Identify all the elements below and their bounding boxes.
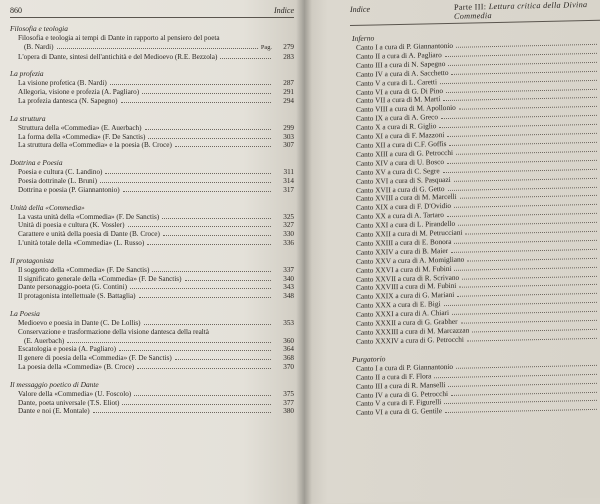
leader-dots bbox=[445, 409, 597, 413]
toc-entry bbox=[10, 390, 294, 399]
leader-dots bbox=[93, 412, 271, 413]
right-page bbox=[304, 0, 600, 504]
part-label: Parte III: bbox=[454, 2, 487, 12]
entry-title: Canto V a cura di F. Figurelli bbox=[356, 397, 442, 409]
toc-entry bbox=[10, 399, 294, 408]
entry-title: (E. Auerbach) bbox=[24, 336, 65, 345]
entry-title: Canto XXXII a cura di G. Grabher bbox=[356, 316, 458, 329]
right-header bbox=[350, 0, 600, 26]
toc-entry bbox=[10, 43, 294, 53]
leader-dots bbox=[175, 146, 271, 147]
running-head: Indice bbox=[274, 6, 294, 15]
entry-title: Canto VIII a cura di M. Apollonio bbox=[356, 103, 456, 115]
toc-entry bbox=[10, 230, 294, 239]
toc-entry bbox=[10, 292, 294, 301]
toc-entry bbox=[10, 407, 294, 416]
toc-entry bbox=[10, 168, 294, 177]
entry-title: Canto VII a cura di M. Marti bbox=[356, 94, 441, 106]
entry-title: Dante personaggio-poeta (G. Contini) bbox=[18, 283, 127, 292]
leader-dots bbox=[465, 231, 597, 235]
entry-title: Canto II a cura di F. Flora bbox=[356, 371, 432, 382]
entry-title: Allegoria, visione e profezia (A. Pagliaro) bbox=[18, 88, 140, 97]
entry-title: Canto I a cura di P. Giannantonio bbox=[356, 361, 454, 373]
toc-entry bbox=[10, 97, 294, 106]
section-title: La profezia bbox=[10, 69, 44, 79]
entry-title: Canto IV a cura di A. Sacchetto bbox=[356, 67, 449, 79]
entry-page: 343 bbox=[283, 283, 294, 292]
leader-dots bbox=[458, 222, 597, 226]
leader-dots bbox=[162, 218, 271, 219]
entry-title: Dante e noi (E. Montale) bbox=[18, 407, 90, 416]
left-header bbox=[10, 6, 294, 18]
right-toc bbox=[350, 29, 600, 418]
toc-entry bbox=[10, 133, 294, 142]
entry-page: 283 bbox=[283, 52, 294, 61]
entry-page: 279 bbox=[283, 42, 294, 51]
leader-dots bbox=[139, 297, 271, 298]
leader-dots bbox=[57, 48, 258, 49]
toc-entry bbox=[10, 34, 294, 43]
leader-dots bbox=[145, 129, 271, 130]
entry-title: Canto XXV a cura di A. Momigliano bbox=[356, 254, 465, 266]
leader-dots bbox=[148, 138, 271, 139]
entry-page: 380 bbox=[283, 407, 294, 416]
page-label: Pag. bbox=[260, 43, 272, 51]
leader-dots bbox=[67, 342, 271, 343]
entry-title: Canto XXVI a cura di M. Fubini bbox=[356, 263, 452, 275]
leader-dots bbox=[163, 235, 271, 236]
section-title: La struttura bbox=[10, 113, 46, 123]
entry-title: Canto VI a cura di G. Di Pino bbox=[356, 85, 444, 97]
entry-title: Canto XIII a cura di G. Petrocchi bbox=[356, 147, 454, 159]
leader-dots bbox=[144, 324, 271, 325]
running-head: Indice bbox=[350, 4, 370, 15]
entry-title: La forma della «Commedia» (F. De Sanctis) bbox=[18, 132, 146, 141]
entry-title: La visione profetica (B. Nardi) bbox=[18, 79, 107, 88]
entry-title: Canto V a cura di L. Caretti bbox=[356, 76, 437, 88]
leader-dots bbox=[128, 226, 271, 227]
entry-page: 340 bbox=[283, 274, 294, 283]
entry-title: Poesia dottrinale (L. Bruni) bbox=[18, 176, 98, 185]
entry-title: (B. Nardi) bbox=[24, 42, 54, 51]
page-number: 860 bbox=[10, 6, 22, 15]
entry-page: 348 bbox=[283, 292, 294, 301]
entry-page: 360 bbox=[283, 336, 294, 345]
leader-dots bbox=[134, 395, 271, 396]
toc-entry bbox=[10, 275, 294, 284]
entry-page: 314 bbox=[283, 176, 294, 185]
entry-title: Il soggetto della «Commedia» (F. De Sanctis) bbox=[18, 265, 150, 274]
toc-entry bbox=[10, 177, 294, 186]
section-title: Unità della «Commedia» bbox=[10, 202, 85, 212]
entry-title: Canto XIX a cura di F. D'Ovidio bbox=[356, 201, 451, 213]
entry-title: L'opera di Dante, sintesi dell'antichità e del Medioevo (R.E. Bezzola) bbox=[18, 52, 218, 61]
toc-entry bbox=[10, 221, 294, 230]
leader-dots bbox=[123, 191, 271, 192]
entry-title: Poesia e cultura (C. Landino) bbox=[18, 168, 103, 177]
entry-title: La struttura della «Commedia» e la poesia (B. Croce) bbox=[18, 141, 172, 150]
leader-dots bbox=[147, 244, 271, 245]
entry-title: Unità di poesia e cultura (K. Vossler) bbox=[18, 221, 125, 230]
entry-page: 375 bbox=[283, 389, 294, 398]
entry-title: La vasta unità della «Commedia» (F. De Sanctis) bbox=[18, 212, 160, 221]
entry-title: Filosofia e teologia ai tempi di Dante in rapporto al pensiero del poeta bbox=[18, 34, 220, 42]
toc-entry bbox=[10, 354, 294, 363]
entry-page: 299 bbox=[283, 123, 294, 132]
section-title: La Poesia bbox=[10, 308, 40, 318]
leader-dots bbox=[467, 338, 597, 342]
section-title: Filosofia e teologia bbox=[10, 24, 68, 33]
entry-page: 370 bbox=[283, 362, 294, 371]
entry-title: Canto XII a cura di C.F. Goffis bbox=[356, 138, 447, 150]
entry-title: Medioevo e poesia in Dante (C. De Lollis) bbox=[18, 318, 141, 327]
entry-title: La profezia dantesca (N. Sapegno) bbox=[18, 96, 118, 105]
entry-page: 377 bbox=[283, 398, 294, 407]
entry-title: Canto XI a cura di F. Mazzoni bbox=[356, 130, 445, 141]
leader-dots bbox=[459, 284, 597, 288]
leader-dots bbox=[110, 84, 271, 85]
section-title: Dottrina e Poesia bbox=[10, 158, 63, 168]
leader-dots bbox=[137, 368, 271, 369]
leader-dots bbox=[459, 106, 597, 110]
entry-title: Canto XXXIII a cura di M. Marcazzan bbox=[356, 325, 470, 337]
entry-title: Struttura della «Commedia» (E. Auerbach) bbox=[18, 123, 142, 132]
entry-title: Canto XVIII a cura di M. Marcelli bbox=[356, 192, 457, 204]
entry-page: 317 bbox=[283, 185, 294, 194]
leader-dots bbox=[121, 102, 271, 103]
entry-title: Canto XXVIII a cura di M. Fubini bbox=[356, 281, 457, 293]
entry-page: 307 bbox=[283, 141, 294, 150]
leader-dots bbox=[472, 329, 597, 333]
entry-title: Canto XXXI a cura di A. Chiari bbox=[356, 308, 450, 320]
toc-entry bbox=[10, 213, 294, 222]
entry-title: Canto XXXIV a cura di G. Petrocchi bbox=[356, 334, 464, 346]
toc-entry bbox=[10, 283, 294, 292]
entry-title: Canto IX a cura di A. Greco bbox=[356, 112, 439, 124]
toc-entry bbox=[10, 363, 294, 372]
entry-title: Il genere di poesia della «Commedia» (F. De Sanctis) bbox=[18, 354, 172, 363]
entry-title: Il protagonista intellettuale (S. Battaglia) bbox=[18, 292, 136, 301]
left-toc bbox=[10, 24, 294, 416]
entry-title: Il significato generale della «Commedia» (F. De Sanctis) bbox=[18, 274, 182, 283]
entry-page: 364 bbox=[283, 345, 294, 354]
entry-title: La poesia della «Commedia» (B. Croce) bbox=[18, 362, 135, 371]
part-title bbox=[448, 0, 592, 21]
entry-title: Canto III a cura di R. Manselli bbox=[356, 379, 446, 391]
leader-dots bbox=[461, 320, 597, 324]
toc-entry bbox=[10, 266, 294, 275]
entry-page: 311 bbox=[283, 168, 294, 177]
entry-page: 368 bbox=[283, 354, 294, 363]
entry-title: Dante, poeta universale (T.S. Eliot) bbox=[18, 398, 120, 407]
leader-dots bbox=[119, 350, 271, 351]
entry-title: Conservazione e trasformazione della visione dantesca della realtà bbox=[18, 327, 209, 336]
entry-page: 337 bbox=[283, 265, 294, 274]
entry-title: Canto XV a cura di C. Segre bbox=[356, 165, 440, 177]
leader-dots bbox=[462, 275, 597, 279]
entry-title: Canto VI a cura di G. Gentile bbox=[356, 406, 442, 418]
toc-entry bbox=[10, 337, 294, 346]
entry-title: Canto XX a cura di A. Tartaro bbox=[356, 210, 444, 222]
entry-title: Canto XXIV a cura di B. Maier bbox=[356, 245, 449, 257]
entry-title: Canto XXI a cura di L. Pirandello bbox=[356, 218, 456, 231]
entry-title: Canto XXX a cura di E. Bigi bbox=[356, 299, 441, 311]
section-title: Purgatorio bbox=[352, 354, 386, 364]
entry-title: Canto II a cura di A. Pagliaro bbox=[356, 50, 442, 61]
entry-title: Canto XVI a cura di S. Pasquazi bbox=[356, 174, 451, 186]
leader-dots bbox=[142, 93, 271, 94]
toc-entry bbox=[10, 141, 294, 150]
entry-title: Canto XIV a cura di U. Bosco bbox=[356, 156, 445, 168]
leader-dots bbox=[175, 359, 271, 360]
leader-dots bbox=[100, 182, 271, 183]
entry-title: Escatologia e poesia (A. Pagliaro) bbox=[18, 345, 116, 354]
entry-title: Carattere e unità della poesia di Dante (B. Croce) bbox=[18, 230, 160, 239]
leader-dots bbox=[152, 271, 271, 272]
entry-title: Canto III a cura di N. Sapegno bbox=[356, 58, 446, 70]
entry-title: Canto XXIX a cura di G. Mariani bbox=[356, 290, 455, 302]
entry-page: 336 bbox=[283, 238, 294, 247]
entry-title: Canto X a cura di R. Giglio bbox=[356, 121, 437, 133]
leader-dots bbox=[130, 288, 271, 289]
entry-title: Canto XXII a cura di M. Petrucciani bbox=[356, 227, 463, 239]
entry-title: Canto XXVII a cura di R. Scrivano bbox=[356, 272, 460, 284]
entry-title: Dottrina e poesia (P. Giannantonio) bbox=[18, 185, 120, 194]
book-gutter bbox=[296, 0, 312, 504]
section-title: Inferno bbox=[352, 33, 375, 43]
entry-title: L'unità totale della «Commedia» (L. Russo) bbox=[18, 238, 145, 247]
leader-dots bbox=[460, 195, 597, 199]
entry-page: 327 bbox=[283, 221, 294, 230]
toc-entry bbox=[10, 345, 294, 354]
entry-title: Canto I a cura di P. Giannantonio bbox=[356, 40, 454, 52]
entry-page: 287 bbox=[283, 79, 294, 88]
leader-dots bbox=[122, 404, 271, 405]
entry-page: 325 bbox=[283, 212, 294, 221]
section-title: Il messaggio poetico di Dante bbox=[10, 379, 99, 389]
part-title-text: Lettura critica della Divina Commedia bbox=[454, 0, 588, 21]
toc-entry bbox=[10, 79, 294, 88]
leader-dots bbox=[105, 173, 271, 174]
entry-title: Valore della «Commedia» (U. Foscolo) bbox=[18, 389, 132, 398]
section-title: Il protagonista bbox=[10, 255, 54, 265]
entry-title: Canto XXIII a cura di E. Bonora bbox=[356, 236, 452, 248]
toc-entry bbox=[10, 319, 294, 328]
entry-title: Canto IV a cura di G. Petrocchi bbox=[356, 388, 449, 400]
entry-page: 303 bbox=[283, 132, 294, 141]
entry-page: 330 bbox=[283, 230, 294, 239]
leader-dots bbox=[220, 58, 271, 59]
leader-dots bbox=[467, 258, 597, 262]
toc-entry bbox=[10, 186, 294, 195]
toc-entry bbox=[10, 88, 294, 97]
entry-title: Canto XVII a cura di G. Getto bbox=[356, 183, 445, 195]
leader-dots bbox=[185, 280, 272, 281]
entry-page: 294 bbox=[283, 96, 294, 105]
toc-entry bbox=[10, 124, 294, 133]
toc-entry bbox=[10, 53, 294, 62]
toc-entry bbox=[10, 239, 294, 248]
entry-page: 291 bbox=[283, 88, 294, 97]
toc-entry bbox=[10, 328, 294, 337]
entry-page: 353 bbox=[283, 318, 294, 327]
